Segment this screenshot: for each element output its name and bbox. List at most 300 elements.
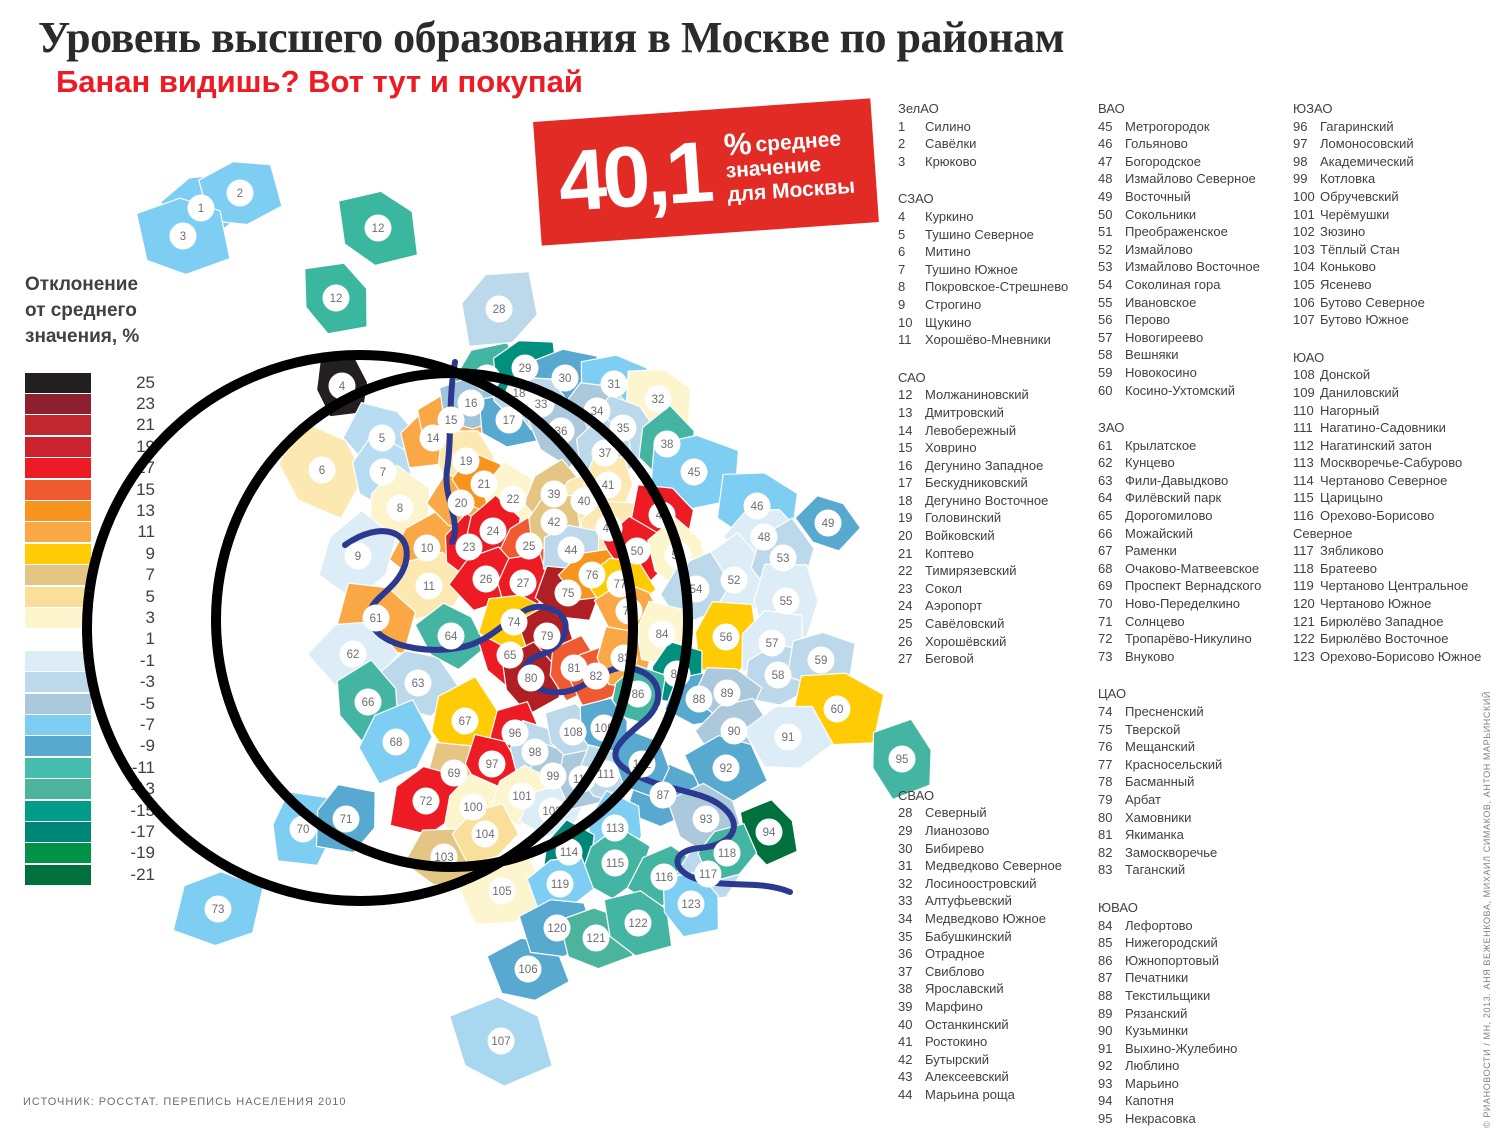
district-badge-number: 101	[512, 791, 532, 803]
district-name: Дмитровский	[925, 404, 1004, 420]
legend-entry	[25, 372, 155, 393]
legend-color-swatch	[25, 437, 91, 457]
district-list-item	[1293, 472, 1493, 490]
district-number: 66	[1098, 525, 1113, 541]
district-name: Пресненский	[1125, 704, 1204, 719]
district-badge-number: 54	[689, 584, 703, 596]
district-number: 76	[1098, 739, 1113, 755]
district-badge-number: 37	[598, 448, 612, 460]
district-name: Братеево	[1320, 560, 1377, 576]
district-number: 79	[1098, 791, 1113, 807]
district-badge-number: 6	[318, 465, 326, 477]
district-list-item	[898, 261, 1098, 279]
district-badge-number: 44	[564, 545, 578, 557]
district-list-item	[1098, 542, 1298, 560]
district-badge-number: 85	[670, 669, 684, 681]
district-name: Покровское-Стрешнево	[925, 279, 1069, 295]
legend-value-label: 19	[136, 436, 155, 456]
district-badge-number: 122	[628, 918, 648, 930]
district-badge-number: 77	[613, 579, 627, 591]
district-name: Тушино Южное	[925, 261, 1018, 277]
legend-value-label: 11	[137, 522, 155, 542]
district-number: 63	[1098, 472, 1113, 488]
district-list-item	[898, 840, 1098, 858]
okrug-header: САО	[898, 369, 926, 385]
district-number: 8	[898, 279, 906, 295]
district-list-item	[898, 562, 1098, 580]
district-badge-number: 62	[346, 649, 360, 661]
district-number: 67	[1098, 543, 1113, 559]
district-name: Северный	[925, 805, 987, 821]
district-name: Кунцево	[1125, 455, 1175, 471]
district-number: 25	[898, 616, 913, 632]
district-name: Марфино	[925, 998, 983, 1014]
district-list-item	[1098, 738, 1298, 756]
district-name: Коптево	[925, 545, 974, 561]
district-badge-number: 60	[830, 704, 844, 716]
district-badge-number: 23	[462, 542, 476, 554]
district-name: Царицыно	[1320, 490, 1383, 506]
district-badge-number: 89	[720, 688, 734, 700]
district-number: 86	[1098, 952, 1113, 968]
district-badge-number: 45	[687, 467, 701, 479]
district-list-item	[1293, 311, 1493, 329]
district-list-item	[898, 153, 1098, 171]
district-name: Богородское	[1125, 153, 1202, 169]
district-number: 42	[898, 1051, 913, 1067]
district-badge-number: 53	[776, 553, 790, 565]
district-badge-number: 91	[781, 732, 795, 744]
district-badge-number: 105	[492, 886, 512, 898]
district-list-item	[1098, 630, 1298, 648]
district-name: Крылатское	[1125, 437, 1197, 453]
legend-entry	[25, 586, 155, 607]
district-name: Нагорный	[1320, 402, 1380, 418]
district-number: 3	[898, 153, 906, 169]
district-list-item	[898, 208, 1098, 226]
legend-value-label: 9	[145, 543, 155, 563]
district-number: 97	[1293, 136, 1308, 152]
district-badge-number: 66	[361, 697, 375, 709]
district-list-item	[1293, 206, 1493, 224]
district-list-item	[898, 822, 1098, 840]
district-name: Лефортово	[1125, 917, 1193, 933]
district-name: Марьино	[1125, 1075, 1179, 1091]
district-name: Ново-Переделкино	[1125, 596, 1241, 612]
district-list-item	[1098, 560, 1298, 578]
legend-value-label: -9	[139, 736, 155, 756]
district-number: 83	[1098, 862, 1113, 878]
district-name: Зябликово	[1320, 543, 1384, 559]
okrug-group	[1098, 100, 1298, 399]
district-name: Рязанский	[1125, 1005, 1188, 1021]
district-badge-number: 103	[434, 852, 454, 864]
district-number: 7	[898, 261, 906, 277]
district-list-item	[1098, 826, 1298, 844]
legend-value-label: 25	[136, 372, 155, 392]
district-number: 33	[898, 893, 913, 909]
district-list-item	[1098, 276, 1298, 294]
district-number: 50	[1098, 206, 1113, 222]
okrug-header: ЮВАО	[1098, 899, 1138, 915]
district-name: Зюзино	[1320, 224, 1366, 240]
district-number: 120	[1293, 596, 1315, 612]
district-list-item	[1098, 773, 1298, 791]
district-list-item	[898, 945, 1098, 963]
district-list-item	[1098, 809, 1298, 827]
district-name: Силино	[925, 118, 971, 134]
district-list-item	[1293, 630, 1493, 648]
okrug-header: ЗАО	[1098, 420, 1125, 436]
district-list-item	[898, 474, 1098, 492]
district-number: 59	[1098, 364, 1113, 380]
district-badge-number: 123	[681, 899, 701, 911]
district-badge-number: 100	[463, 802, 483, 814]
annotation-subtitle: Банан видишь? Вот тут и покупай	[56, 64, 583, 99]
district-badge-number: 1	[197, 203, 205, 215]
district-number: 75	[1098, 721, 1113, 737]
district-number: 68	[1098, 560, 1113, 576]
legend-value-label: -19	[130, 843, 155, 863]
district-badge-number: 106	[518, 964, 538, 976]
district-badge-number: 24	[486, 526, 500, 538]
district-list-item	[898, 615, 1098, 633]
district-number: 78	[1098, 774, 1113, 790]
district-name: Текстильщики	[1125, 987, 1211, 1003]
district-badge-number: 68	[389, 737, 403, 749]
district-badge-number: 15	[444, 415, 458, 427]
district-name: Бирюлёво Западное	[1320, 613, 1444, 629]
district-number: 46	[1098, 136, 1113, 152]
district-name: Басманный	[1125, 774, 1195, 790]
district-list-item	[898, 118, 1098, 136]
district-badge-number: 76	[585, 570, 599, 582]
district-name: Бутово Южное	[1320, 312, 1409, 328]
legend-entry	[25, 650, 155, 671]
district-badge-number: 65	[503, 650, 517, 662]
district-badge-number: 49	[821, 518, 835, 530]
district-number: 115	[1293, 490, 1314, 506]
legend-entry	[25, 714, 155, 735]
legend-color-swatch	[25, 394, 91, 414]
district-number: 102	[1293, 224, 1315, 240]
legend-color-swatch	[25, 458, 91, 478]
okrug-group	[898, 190, 1098, 348]
district-name: Люблино	[1125, 1058, 1180, 1074]
district-name: Свиблово	[925, 963, 985, 979]
district-list-item	[1098, 472, 1298, 490]
district-list-item	[898, 804, 1098, 822]
legend-value-label: -15	[130, 800, 155, 820]
district-badge-number: 75	[561, 588, 575, 600]
district-badge-number: 32	[651, 394, 665, 406]
district-number: 47	[1098, 153, 1113, 169]
district-number: 45	[1098, 118, 1113, 134]
legend-color-swatch	[25, 672, 91, 692]
district-list-item	[898, 892, 1098, 910]
legend-entry	[25, 757, 155, 778]
district-number: 12	[898, 387, 913, 403]
legend-value-label: 23	[136, 394, 155, 414]
average-label-line1: среднее	[754, 127, 842, 157]
district-name: Якиманка	[1125, 827, 1184, 843]
district-list-item	[1293, 258, 1493, 276]
district-number: 61	[1098, 437, 1113, 453]
district-list-item	[1098, 648, 1298, 666]
district-name: Тимирязевский	[925, 563, 1017, 579]
district-badge-number: 117	[698, 869, 718, 881]
district-name: Бескудниковский	[925, 475, 1028, 491]
district-list-item	[898, 910, 1098, 928]
district-name: Сокол	[925, 580, 962, 596]
district-badge-number: 12	[329, 293, 343, 305]
okrug-header: ВАО	[1098, 101, 1125, 116]
credit-note: © РИАНОВОСТИ / МН, 2013. АНЯ ВЕЖЕНКОВА, МИХАИЛ СИМАКОВ, АНТОН МАРЬИНСКИЙ	[1482, 691, 1492, 1128]
legend-color-swatch	[25, 736, 91, 756]
district-list-item	[1098, 969, 1298, 987]
district-list-item	[1098, 1005, 1298, 1023]
district-badge-number: 118	[717, 848, 737, 860]
district-name: Новогиреево	[1125, 329, 1204, 345]
district-name: Капотня	[1125, 1093, 1174, 1109]
district-number: 19	[898, 510, 913, 526]
district-number: 58	[1098, 347, 1113, 363]
district-list-item	[898, 597, 1098, 615]
district-badge-number: 35	[616, 423, 630, 435]
district-list-item	[1098, 454, 1298, 472]
district-name: Отрадное	[925, 946, 985, 962]
district-name: Медведково Северное	[925, 858, 1062, 874]
okrug-group	[1098, 419, 1298, 665]
district-number: 98	[1293, 153, 1308, 169]
district-badge-number: 57	[765, 638, 779, 650]
district-list-item	[898, 857, 1098, 875]
district-list-item	[1098, 952, 1298, 970]
district-badge-number: 48	[757, 532, 771, 544]
district-name: Некрасовка	[1125, 1111, 1196, 1127]
district-name: Тушино Северное	[925, 226, 1034, 242]
okrug-group	[1098, 685, 1298, 879]
district-badge-number: 67	[458, 716, 472, 728]
district-list-item	[1293, 648, 1493, 666]
district-badge-number: 94	[762, 827, 776, 839]
legend-title-line3: значения, %	[25, 326, 140, 347]
district-number: 18	[898, 492, 913, 508]
district-number: 36	[898, 946, 913, 962]
district-name: Марьина роща	[925, 1086, 1015, 1102]
district-number: 39	[898, 998, 913, 1014]
district-name: Хорошёвский	[925, 633, 1007, 649]
district-number: 109	[1293, 384, 1315, 400]
legend-value-label: -13	[130, 779, 155, 799]
district-list-item	[1098, 1110, 1298, 1128]
district-number: 49	[1098, 188, 1113, 204]
average-label	[723, 125, 856, 208]
district-badge-number: 79	[540, 631, 554, 643]
district-number: 34	[898, 910, 913, 926]
district-number: 20	[898, 528, 913, 544]
district-number: 77	[1098, 756, 1113, 772]
district-name: Солнцево	[1125, 613, 1185, 629]
district-badge-number: 113	[605, 823, 625, 835]
district-name: Ломоносовский	[1320, 136, 1414, 152]
district-name: Чертаново Южное	[1320, 596, 1432, 612]
district-list-item	[1293, 135, 1493, 153]
district-name: Донской	[1320, 367, 1371, 383]
district-name: Дегунино Восточное	[925, 492, 1049, 508]
okrug-header: ЦАО	[1098, 686, 1127, 702]
district-name: Строгино	[925, 296, 982, 312]
district-badge-number: 112	[632, 759, 652, 771]
district-number: 80	[1098, 809, 1113, 825]
district-number: 52	[1098, 241, 1113, 257]
district-list-item	[898, 1051, 1098, 1069]
district-number: 26	[898, 633, 913, 649]
district-list-item	[1098, 346, 1298, 364]
district-badge-number: 90	[727, 726, 741, 738]
district-badge-number: 34	[590, 406, 604, 418]
district-badge-number: 120	[547, 923, 567, 935]
deviation-legend	[25, 272, 155, 885]
district-number: 27	[898, 651, 913, 667]
district-badge-number: 64	[444, 631, 458, 643]
district-number: 111	[1293, 420, 1313, 436]
district-number: 62	[1098, 455, 1113, 471]
district-number: 89	[1098, 1005, 1113, 1021]
district-name: Нижегородский	[1125, 935, 1218, 951]
district-badge-number: 104	[475, 829, 495, 841]
legend-entry	[25, 736, 155, 757]
district-list-item	[1098, 507, 1298, 525]
legend-color-swatch	[25, 629, 91, 649]
district-name: Куркино	[925, 208, 974, 224]
district-list-item	[1293, 223, 1493, 241]
district-list-item	[1098, 844, 1298, 862]
legend-value-label: 17	[136, 458, 155, 478]
district-badge-number: 108	[563, 727, 583, 739]
legend-value-label: -21	[130, 864, 155, 884]
legend-color-swatch	[25, 822, 91, 842]
district-number: 55	[1098, 294, 1113, 310]
okrug-group	[898, 369, 1098, 668]
district-badge-number: 26	[479, 574, 493, 586]
district-badge-number: 17	[502, 415, 516, 427]
district-number: 81	[1098, 827, 1113, 843]
legend-value-label: 7	[145, 565, 155, 585]
district-name: Коньково	[1320, 259, 1376, 275]
district-number: 103	[1293, 241, 1315, 257]
district-badge-number: 74	[507, 617, 521, 629]
district-badge-number: 111	[597, 769, 615, 781]
legend-entry	[25, 543, 155, 564]
legend-value-label: 5	[145, 586, 155, 606]
district-badge-number: 95	[895, 754, 909, 766]
district-badge-number: 20	[454, 498, 468, 510]
legend-entry	[25, 864, 155, 885]
district-number: 116	[1293, 508, 1314, 524]
district-number: 85	[1098, 935, 1113, 951]
district-number: 9	[898, 296, 906, 312]
district-name: Орехово-Борисово Южное	[1320, 648, 1482, 664]
average-label-line3: для Москвы	[726, 174, 856, 207]
district-name: Кузьминки	[1125, 1023, 1189, 1039]
district-number: 22	[898, 563, 913, 579]
district-list-item	[898, 243, 1098, 261]
district-name: Войковский	[925, 528, 995, 544]
district-number: 37	[898, 963, 913, 979]
district-number: 94	[1098, 1093, 1113, 1109]
district-badge-number: 8	[396, 503, 404, 515]
district-badge-number: 33	[534, 399, 548, 411]
district-name: Косино-Ухтомский	[1125, 382, 1236, 398]
district-name: Академический	[1320, 153, 1414, 169]
district-list-item	[898, 457, 1098, 475]
district-badge-number: 7	[379, 467, 387, 479]
district-name: Измайлово Восточное	[1125, 259, 1260, 275]
district-list-item	[898, 980, 1098, 998]
legend-entry	[25, 607, 155, 628]
district-badge-number: 11	[423, 581, 435, 593]
district-name: Черёмушки	[1320, 206, 1390, 222]
district-badge-number: 59	[814, 655, 828, 667]
legend-color-swatch	[25, 779, 91, 799]
legend-value-label: 13	[136, 501, 155, 521]
district-list-item	[1098, 1057, 1298, 1075]
district-name: Хамовники	[1125, 809, 1192, 825]
district-badge-number: 38	[660, 439, 674, 451]
district-name: Вешняки	[1125, 347, 1179, 363]
district-list-item	[1098, 703, 1298, 721]
legend-color-swatch	[25, 565, 91, 585]
district-badge-number: 55	[779, 596, 793, 608]
okrug-group	[1293, 349, 1493, 666]
district-number: 82	[1098, 844, 1113, 860]
district-name: Выхино-Жулебино	[1125, 1040, 1238, 1056]
district-number: 21	[898, 545, 913, 561]
legend-color-swatch	[25, 587, 91, 607]
legend-color-swatch	[25, 501, 91, 521]
district-number: 16	[898, 457, 913, 473]
district-badge-number: 96	[508, 728, 522, 740]
legend-color-swatch	[25, 865, 91, 885]
district-badge-number: 84	[655, 629, 669, 641]
district-name: Перово	[1125, 312, 1171, 328]
average-value-badge	[533, 98, 879, 245]
district-list-column-3	[1293, 100, 1493, 685]
legend-value-label: -7	[139, 714, 155, 734]
district-badge-number: 88	[692, 694, 706, 706]
district-list-item	[1293, 489, 1493, 507]
district-number: 121	[1293, 613, 1315, 629]
district-number: 4	[898, 208, 906, 224]
district-badge-number: 13	[480, 373, 494, 385]
district-badge-number: 110	[572, 774, 592, 786]
district-name: Раменки	[1125, 543, 1177, 559]
okrug-group	[898, 100, 1098, 170]
legend-entry	[25, 436, 155, 457]
district-number: 119	[1293, 578, 1314, 594]
district-list-item	[1293, 384, 1493, 402]
district-list-item	[1293, 366, 1493, 384]
district-list-item	[898, 650, 1098, 668]
district-name: Бибирево	[925, 840, 984, 856]
district-name: Бутово Северное	[1320, 294, 1425, 310]
district-number: 108	[1293, 367, 1315, 383]
district-number: 31	[898, 858, 913, 874]
district-badge-number: 99	[546, 771, 560, 783]
district-badge-number: 28	[492, 304, 506, 316]
district-badge-number: 61	[369, 613, 383, 625]
